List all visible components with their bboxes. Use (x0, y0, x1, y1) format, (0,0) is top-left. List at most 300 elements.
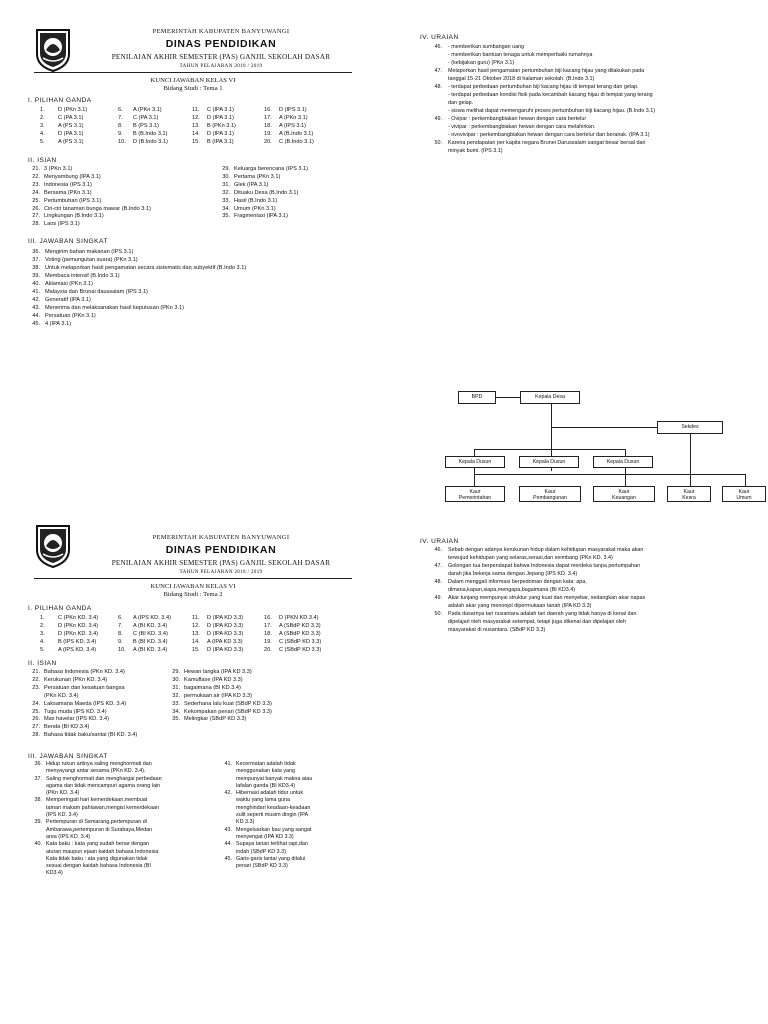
question-number: 11. (192, 615, 200, 621)
answer-text: Laksamana Maeda (IPS KD. 3.4) (44, 700, 127, 707)
isian-item (168, 693, 272, 701)
isian-item (28, 709, 137, 717)
answer-text: Membaca intensif (B.Indo 3.1) (45, 273, 120, 279)
question-number: 15. (192, 647, 200, 653)
answer-text: Hasil (B.Indo 3.1) (234, 197, 278, 204)
section-uraian: IV. URAIAN (420, 34, 459, 41)
mc-answer (264, 630, 344, 638)
mc-answer (192, 622, 264, 630)
mc-row (40, 638, 344, 646)
mc-answer (264, 622, 344, 630)
mc-answer (40, 638, 118, 646)
question-number: 8. (118, 631, 123, 637)
answer-text: Sederhana lalu kuat (SBdP KD 3.3) (184, 700, 272, 707)
question-number: 6. (118, 107, 123, 113)
mc-row (40, 622, 344, 630)
question-number: 30. (172, 676, 180, 683)
question-number: 6. (118, 615, 123, 621)
mc-row (40, 138, 344, 146)
mc-answer (40, 130, 118, 138)
isian-item (218, 166, 308, 174)
question-number: 30. (222, 173, 230, 180)
mc-row (40, 122, 344, 130)
mc-answer (118, 122, 192, 130)
answer-text: D (PKn KD. 3.4) (58, 631, 99, 637)
mc-answer (192, 614, 264, 622)
question-number: 18. (264, 631, 272, 637)
answer-text: A (PS 3.1) (58, 139, 84, 145)
question-number: 25. (32, 197, 40, 204)
mc-answer (40, 646, 118, 654)
isian-item (168, 701, 272, 709)
section-jawaban-singkat: III. JAWABAN SINGKAT (28, 238, 108, 245)
org-line (474, 449, 626, 450)
answer-text: D (IPA 3.1) (207, 131, 234, 137)
answer-text: C (BI KD. 3.4) (133, 631, 168, 637)
answer-text: A (PKn 3.1) (133, 107, 162, 113)
gov-line: PEMERINTAH KABUPATEN BANYUWANGI (152, 534, 290, 541)
essay-item (420, 562, 760, 578)
org-box-kepala-dusun: Kepala Dusun (593, 456, 653, 468)
org-box-kepala-dusun: Kepala Dusun (519, 456, 579, 468)
question-number: 11. (192, 107, 200, 113)
mc-answer (40, 614, 118, 622)
dinas-title: DINAS PENDIDIKAN (165, 38, 277, 50)
short-answer-item (218, 761, 358, 790)
answer-text: Bahasa Indonesia (PKn KD. 3.4) (44, 669, 125, 675)
kunci-line: KUNCI JAWABAN KELAS VI (150, 77, 236, 84)
school-year: TAHUN PELAJARAN 2018 / 2019 (179, 63, 263, 69)
question-number: 12. (192, 623, 200, 629)
short-answer-item (218, 827, 358, 842)
answer-text: Saling menghormati dan menghargai perbedaan agama dan tidak mencampuri agama orang lain (PKn KD. 3.4) (46, 775, 162, 797)
answer-text: Kata baku : kata yang sudah benar dengan aturan maupun ejaan kaidah bahasa Indonesia Kata tidak baku : ata yang digunakan tidak sesuai dengan kaidah bahasa Indonesia (BI KD3.4) (46, 841, 159, 877)
answer-text: A (PKn 3.1) (279, 115, 308, 121)
mc-answer (264, 646, 344, 654)
mc-answer (40, 138, 118, 146)
essay-item (420, 83, 760, 115)
answer-text: B (BI KD. 3.4) (133, 639, 168, 645)
question-number: 24. (32, 700, 40, 707)
question-number: 49. (434, 595, 442, 601)
short-answer-item (28, 312, 246, 320)
answer-text: B (PKn 3.1) (207, 123, 236, 129)
question-number: 27. (32, 724, 40, 731)
question-number: 49. (434, 116, 442, 122)
mc-answer (118, 646, 192, 654)
mc-answer (264, 114, 344, 122)
question-number: 44. (32, 313, 40, 319)
section-jawaban-singkat: III. JAWABAN SINGKAT (28, 753, 108, 760)
question-number (28, 693, 40, 701)
answer-text: Persatuan (PKn 3.1) (45, 313, 96, 319)
bidang-line: Bidang Studi : Tema 1 (163, 85, 223, 92)
mc-answer (118, 638, 192, 646)
question-number: 22. (32, 173, 40, 180)
short-answer-item (218, 856, 358, 871)
question-number: 28. (32, 221, 40, 228)
isian-item (28, 716, 137, 724)
answer-text: Bersama (PKn 3.1) (44, 189, 92, 196)
isian-left-column (28, 669, 137, 740)
question-number: 42. (224, 790, 232, 797)
question-number: 26. (32, 716, 40, 723)
question-number: 14. (192, 131, 200, 137)
answer-text: Kerukunan (PKn KD. 3.4) (44, 676, 108, 683)
question-number: 7. (118, 623, 123, 629)
short-answer-item (218, 841, 358, 856)
question-number: 20. (264, 647, 272, 653)
short-answer-item (28, 304, 246, 312)
question-number: 50. (434, 140, 442, 146)
answer-text: Tugu muda (IPS KD. 3.4) (44, 708, 107, 715)
question-number: 42. (32, 297, 40, 303)
answer-text: Menyambung (IPA 3.1) (44, 173, 101, 180)
question-number: 31. (172, 684, 180, 691)
question-number: 41. (224, 761, 232, 767)
question-number: 38. (34, 797, 42, 804)
answer-text: C (PA 3.1) (58, 115, 84, 121)
mc-row (40, 106, 344, 114)
answer-text: 4 (IPA 3.1) (45, 321, 72, 327)
mc-answer (192, 646, 264, 654)
isian-item (28, 198, 151, 206)
answer-sheet-tema-2 (0, 512, 768, 1024)
mc-answer (40, 106, 118, 114)
question-number: 21. (32, 166, 40, 172)
answer-text: Untuk melaporkan hasil pengamatan secara sistematis dan subyektif (B.Indo 3.1) (45, 265, 247, 271)
answer-text: Generatif (IPA 3.1) (45, 297, 91, 303)
question-number: 7. (118, 115, 123, 121)
org-box-kepala-desa: Kepala Desa (520, 391, 580, 404)
question-number: 9. (118, 639, 123, 645)
mc-answer (118, 622, 192, 630)
answer-text: Mengirim bahan makanan (IPS 3.1) (45, 249, 134, 255)
question-number: 41. (32, 289, 40, 295)
answer-text: Memperingati hari kemerdekaan,membuat taman makam pahlawan,mengisi kemerdekaan (IPS KD. 3.4) (46, 797, 159, 819)
question-number: 28. (32, 732, 40, 739)
essay-item (420, 610, 760, 634)
short-answer-item (28, 797, 222, 819)
answer-text: - memberikan sumbangan uang - memberikan bantuan tenaga untuk memperbaiki rumahnya - (kebijakan guru) (PKn 3.1) (448, 44, 593, 66)
isian-item (168, 685, 272, 693)
isian-right-column (168, 669, 272, 724)
mc-row (40, 630, 344, 638)
answer-text: Hewan langka (IPA KD 3.3) (184, 669, 252, 675)
answer-text: A (IPS KD. 3.4) (133, 615, 171, 621)
question-number: 10. (118, 647, 126, 653)
short-answer-item (28, 320, 246, 328)
question-number: 19. (264, 131, 272, 137)
mc-answer (118, 106, 192, 114)
isian-item (28, 669, 137, 677)
question-number: 48. (434, 84, 442, 90)
org-box-sekdes: Sekdes (657, 421, 723, 434)
banyuwangi-emblem-icon (34, 524, 72, 568)
question-number: 19. (264, 639, 272, 645)
short-answer-left-column (28, 761, 222, 878)
isian-item (218, 190, 308, 198)
question-number: 50. (434, 611, 442, 617)
question-number: 43. (224, 826, 232, 833)
answer-text: C (B.Indo 3.1) (279, 139, 314, 145)
answer-text: A (IPS 3.1) (279, 123, 307, 129)
answer-text: 3 (PKn 3.1) (44, 166, 73, 172)
school-header (90, 28, 352, 69)
answer-text: Melingkar (SBdP KD 3.3) (184, 716, 247, 723)
short-answer-item (28, 288, 246, 296)
isian-left-column (28, 166, 151, 229)
answer-text: (PKn KD. 3.4) (44, 692, 79, 699)
isian-item (218, 198, 308, 206)
answer-text: Indonesia (IPS 3.1) (44, 181, 92, 188)
question-number: 12. (192, 115, 200, 121)
question-number: 34. (172, 708, 180, 715)
section-isian: II. ISIAN (28, 157, 57, 164)
mc-answer (192, 130, 264, 138)
isian-item (218, 213, 308, 221)
question-number: 46. (434, 547, 442, 553)
org-line (625, 449, 626, 456)
mc-answer (192, 638, 264, 646)
answer-text: Menerima dan melaksanakan hasil keputusan (PKn 3.1) (45, 305, 184, 311)
question-number: 23. (32, 684, 40, 691)
question-number: 45. (32, 321, 40, 327)
mc-answer (264, 122, 344, 130)
isian-item (28, 685, 137, 693)
question-number: 1. (40, 615, 45, 621)
mc-row (40, 614, 344, 622)
question-number: 17. (264, 623, 272, 629)
answer-text: Dituaku Desa (B.Indo 3.1) (234, 189, 299, 196)
question-number: 35. (172, 716, 180, 723)
question-number: 4. (40, 131, 45, 137)
answer-text: C (SBdP KD 3.3) (279, 639, 322, 645)
essay-item (420, 139, 760, 155)
essay-answer-list (420, 43, 760, 155)
question-number: 29. (172, 669, 180, 675)
answer-text: D (IPA 3.1) (207, 115, 234, 121)
org-box-kaur-keuangan: Kaur Keuangan (593, 486, 655, 502)
answer-text: A (SBdP KD 3.3) (279, 631, 321, 637)
short-answer-item (28, 761, 222, 776)
isian-item (28, 174, 151, 182)
question-number: 20. (264, 139, 272, 145)
answer-text: D (PKN KD 3.4) (279, 615, 319, 621)
answer-text: A (BI KD. 3.4) (133, 647, 168, 653)
essay-item (420, 594, 760, 610)
answer-key-title (34, 77, 352, 93)
question-number: 33. (222, 197, 230, 204)
answer-text: permukaan air (IPA KD 3.3) (184, 692, 252, 699)
isian-item (168, 716, 272, 724)
question-number: 32. (222, 189, 230, 196)
isian-item (28, 724, 137, 732)
question-number: 2. (40, 623, 45, 629)
question-number: 8. (118, 123, 123, 129)
answer-text: D (PKn KD. 3.4) (58, 623, 99, 629)
question-number: 22. (32, 676, 40, 683)
answer-text: Hidup rukun artinya saling menghormati dan menyayangi antar sesama (PKn KD. 3.4). (46, 761, 152, 775)
essay-item (420, 43, 760, 67)
question-number: 17. (264, 115, 272, 121)
answer-text: D (PA 3.1) (58, 131, 84, 137)
question-number: 31. (222, 181, 230, 188)
essay-answer-list (420, 546, 760, 634)
answer-text: C (SBdP KD 3.3) (279, 647, 322, 653)
short-answer-item (28, 819, 222, 841)
answer-text: D (IPA KD 3.3) (207, 623, 244, 629)
answer-text: Pada dasarnya tari nusantara adalah tari daerah yang tidak hanya di kenal dan dipelajari oleh masyarakat setempat, tetapi juga dikenal dan dipelajari oleh masyarakat di nusantara. (SBdP KD 3.3) (448, 611, 637, 633)
org-line (551, 427, 657, 428)
isian-right-column (218, 166, 308, 221)
isian-item (168, 677, 272, 685)
essay-item (420, 578, 760, 594)
question-number: 26. (32, 205, 40, 212)
answer-text: A (IPS KD. 3.4) (58, 647, 96, 653)
question-number: 1. (40, 107, 45, 113)
answer-text: - terdapat perbedaan pertumbuhan biji kacang hijau di tempat terang dan gelap. - terdapat perbedaan kondisi fisik pada kecambah kacang hijau di tempat yang terang dan gelap. - siswa melihat dapat memengaruhi proses pertumbuhan biji kacang hijau. (B.Indo 3.1) (448, 84, 656, 114)
essay-item (420, 546, 760, 562)
isian-item (28, 221, 151, 229)
isian-item (28, 701, 137, 709)
mc-row (40, 130, 344, 138)
question-number: 29. (222, 166, 230, 172)
answer-text: A (SBdP KD 3.3) (279, 623, 321, 629)
question-number: 9. (118, 131, 123, 137)
exam-title: PENILAIAN AKHIR SEMESTER (PAS) GANJIL SEKOLAH DASAR (111, 53, 331, 61)
answer-text: Mengeluarkan bau yang sangat menyengat (IPA KD 3.3) (236, 826, 312, 840)
mc-answer (192, 114, 264, 122)
short-answer-list (28, 248, 246, 328)
org-line (474, 474, 746, 475)
answer-text: Voting (pemungutan suara) (PKn 3.1) (45, 257, 138, 263)
school-header (90, 534, 352, 575)
isian-item (28, 677, 137, 685)
answer-text: C (IPA 3.1) (207, 107, 234, 113)
isian-item (28, 693, 137, 701)
question-number: 10. (118, 139, 126, 145)
short-answer-item (28, 272, 246, 280)
question-number: 3. (40, 631, 45, 637)
short-answer-item (28, 264, 246, 272)
question-number: 27. (32, 213, 40, 220)
isian-item (28, 213, 151, 221)
mc-row (40, 646, 344, 654)
question-number: 13. (192, 631, 200, 637)
mc-row (40, 114, 344, 122)
isian-item (28, 732, 137, 740)
answer-text: A (IPA KD 3.3) (207, 639, 243, 645)
answer-text: Keluarga berencana (IPS 3.1) (234, 166, 309, 172)
mc-answer (264, 106, 344, 114)
answer-text: A (B.Indo 3.1) (279, 131, 314, 137)
mc-answer (118, 130, 192, 138)
question-number: 44. (224, 841, 232, 848)
mc-answer (192, 106, 264, 114)
mc-answer (192, 138, 264, 146)
section-isian: II. ISIAN (28, 660, 57, 667)
answer-text: Pertumbuhan (IPS 3.1) (44, 197, 102, 204)
isian-item (28, 206, 151, 214)
question-number: 14. (192, 639, 200, 645)
answer-text: Hibernasi adalah tidur untuk waktu yang lama guna menghindari keadaan-keadaan sulit seperti musim dingin (IPA KD 3.3) (236, 790, 311, 826)
question-number: 48. (434, 579, 442, 585)
header-divider (34, 72, 352, 73)
question-number: 25. (32, 708, 40, 715)
question-number: 18. (264, 123, 272, 129)
section-pilihan-ganda: I. PILIHAN GANDA (28, 605, 92, 612)
question-number: 39. (34, 819, 42, 826)
mc-answer (192, 122, 264, 130)
answer-text: C (PKn KD. 3.4) (58, 615, 99, 621)
question-number: 43. (32, 305, 40, 311)
question-number: 16. (264, 107, 272, 113)
isian-item (168, 709, 272, 717)
answer-text: Umum (PKn 3.1) (234, 205, 276, 212)
short-answer-right-column (218, 761, 358, 870)
answer-text: Fragmentasi (IPA 3.1) (234, 213, 288, 220)
dinas-title: DINAS PENDIDIKAN (165, 544, 277, 556)
answer-text: C (PA 3.1) (133, 115, 159, 121)
exam-title: PENILAIAN AKHIR SEMESTER (PAS) GANJIL SEKOLAH DASAR (111, 559, 331, 567)
answer-text: Ciri-ciri tanaman bunga mawar (B.Indo 3.1) (44, 205, 151, 212)
short-answer-item (28, 256, 246, 264)
question-number: 23. (32, 181, 40, 188)
header-divider (34, 578, 352, 579)
answer-text: Dalam menggali informasi berpedoman dengan kata: apa, dimana,kapan,siapa,mengapa,bagaimana (BI KD3.4) (448, 579, 587, 593)
section-pilihan-ganda: I. PILIHAN GANDA (28, 97, 92, 104)
answer-text: D (IPA KD 3.3) (207, 615, 244, 621)
org-line (745, 474, 746, 486)
question-number: 38. (32, 265, 40, 271)
short-answer-item (218, 790, 358, 826)
answer-text: Pertama (PKn 3.1) (234, 173, 281, 180)
question-number: 34. (222, 205, 230, 212)
answer-text: Pertempuran di Semarang,pertempuran di Ambarawa,pertempuran di Surabaya,Medan area (IPS KD. 3.4) (46, 819, 153, 840)
answer-text: D (B.Indo 3.1) (133, 139, 168, 145)
section-uraian: IV. URAIAN (420, 538, 459, 545)
mc-answer (40, 122, 118, 130)
banyuwangi-emblem-icon (34, 28, 72, 72)
mc-answer (40, 622, 118, 630)
question-number: 24. (32, 189, 40, 196)
answer-text: Aklamasi (PKn 3.1) (45, 281, 93, 287)
question-number: 47. (434, 68, 442, 74)
short-answer-item (28, 841, 222, 877)
answer-text: Persatuan dan kesatuan bangsa (44, 684, 125, 691)
bidang-line: Bidang Studi : Tema 2 (163, 591, 223, 598)
answer-text: Karena pendapatan per kapita negara Brunei Darussalam sangat besar bersal dari minyak bumi. (IPS 3.1) (448, 140, 646, 154)
answer-text: Lingkungan (B.Indo 3.1) (44, 213, 104, 220)
question-number: 46. (434, 44, 442, 50)
multiple-choice-grid (40, 106, 344, 146)
question-number: 40. (34, 841, 42, 848)
answer-text: Benda (BI KD.3.4) (44, 724, 90, 731)
answer-text: Malaysia dan Brunai daussalam (IPS 3.1) (45, 289, 148, 295)
question-number: 39. (32, 273, 40, 279)
question-number: 4. (40, 639, 45, 645)
isian-item (28, 182, 151, 190)
mc-answer (264, 130, 344, 138)
answer-text: Glek (IPA 3.1) (234, 181, 269, 188)
org-box-kaur-umum: Kaur Umum (722, 486, 766, 502)
answer-text: D (IPS 3.1) (279, 107, 307, 113)
gov-line: PEMERINTAH KABUPATEN BANYUWANGI (152, 28, 290, 35)
short-answer-item (28, 280, 246, 288)
question-number: 45. (224, 855, 232, 862)
question-number: 2. (40, 115, 45, 121)
